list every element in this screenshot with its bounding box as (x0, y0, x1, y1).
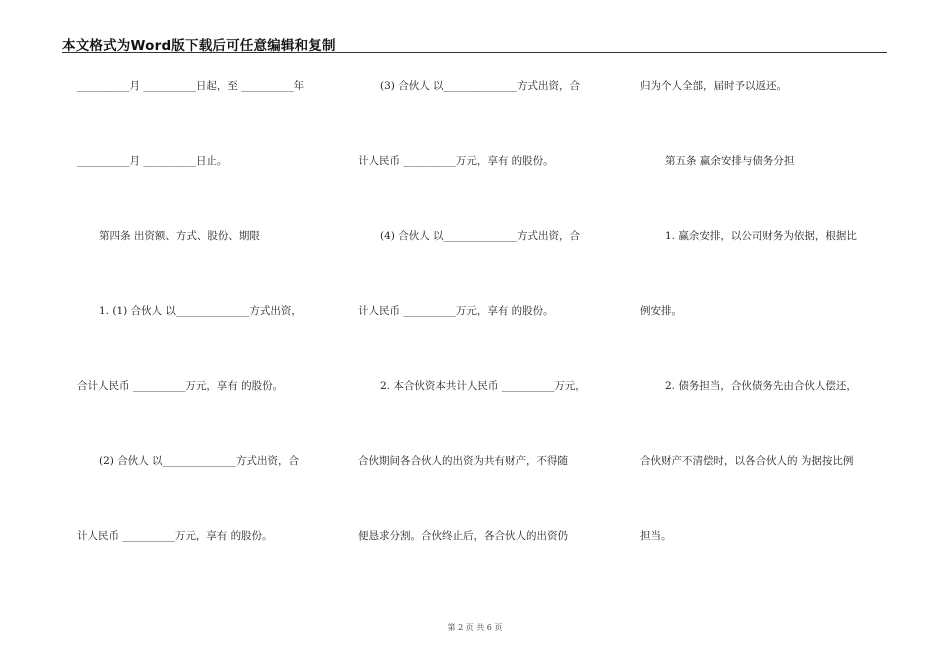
text-line: 合计人民币 __________万元，享有 的股份。 (77, 380, 284, 392)
text-column-2 (358, 0, 616, 672)
text-line: 2. 本合伙资本共计人民币 __________万元， (380, 380, 586, 392)
text-line: 便恳求分割。合伙终止后，各合伙人的出资仍 (358, 530, 568, 542)
text-line: 担当。 (640, 530, 672, 542)
text-line: (2) 合伙人 以______________方式出资，合 (99, 455, 300, 467)
text-column-3 (640, 0, 890, 672)
text-column-1 (77, 0, 339, 672)
text-line: (4) 合伙人 以______________方式出资，合 (380, 230, 581, 242)
text-line: 合伙期间各合伙人的出资为共有财产，不得随 (358, 455, 568, 467)
text-line: 归为个人全部，届时予以返还。 (640, 80, 787, 92)
text-line: 合伙财产不清偿时，以各合伙人的 为据按比例 (640, 455, 854, 467)
text-line: 计人民币 __________万元，享有 的股份。 (77, 530, 273, 542)
text-line: 1. (1) 合伙人 以______________方式出资， (99, 305, 302, 317)
page-header-title: 本文格式为Word版下载后可任意编辑和复制 (62, 38, 336, 54)
text-line: (3) 合伙人 以______________方式出资，合 (380, 80, 581, 92)
text-line: __________月 __________日起，至 __________年 (77, 80, 305, 92)
text-line: 例安排。 (640, 305, 682, 317)
text-line: __________月 __________日止。 (77, 155, 228, 167)
page-number: 第 2 页 共 6 页 (447, 623, 503, 632)
section-heading: 第四条 出资额、方式、股份、期限 (99, 230, 260, 242)
text-line: 计人民币 __________万元，享有 的股份。 (358, 155, 554, 167)
text-line: 计人民币 __________万元，享有 的股份。 (358, 305, 554, 317)
section-heading: 第五条 赢余安排与债务分担 (665, 155, 795, 167)
text-line: 2. 债务担当，合伙债务先由合伙人偿还， (665, 380, 857, 392)
text-line: 1. 赢余安排，以公司财务为依据，根据比 (665, 230, 857, 242)
